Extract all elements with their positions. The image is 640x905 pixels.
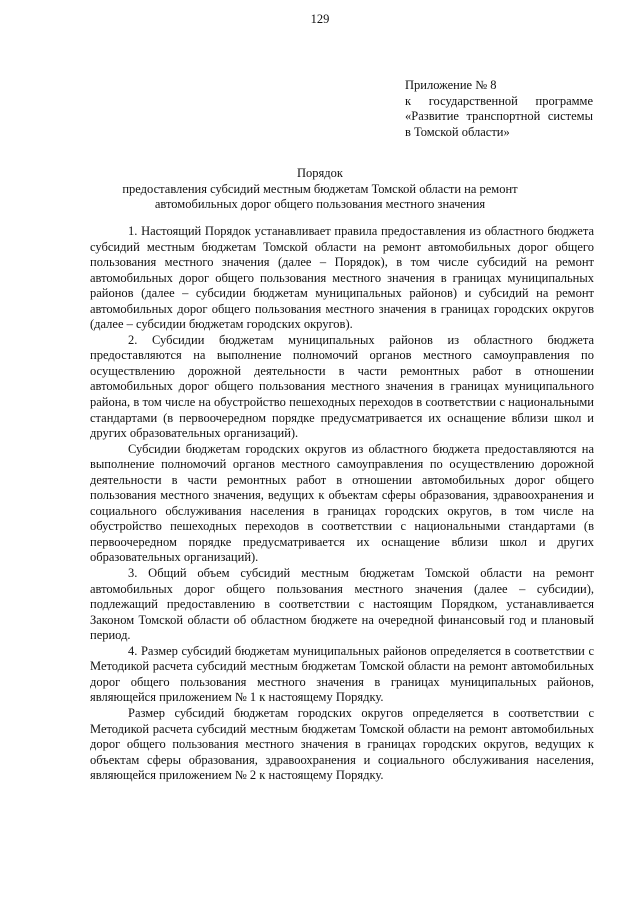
paragraph-4: 4. Размер субсидий бюджетам муниципальных районов определяется в соответствии с Методикой расчета субсидий местным бюджетам Томской области на ремонт автомобильных дорог общего пользования местного значения в границах муниципальных районов, являющейся приложением № 1 к настоящему Порядку.: [90, 643, 594, 705]
document-body: [90, 224, 594, 784]
appendix-header: [405, 78, 593, 140]
appendix-program-name: «Развитие транспортной системы: [405, 109, 593, 123]
paragraph-2-cont: Субсидии бюджетам городских округов из областного бюджета предоставляются на выполнение полномочий органов местного самоуправления по осуществлению дорожной деятельности в части ремонтных работ в отношении автомобильных дорог общего пользования местного значения, ведущих к объектам сферы образования, здравоохранения и социального обслуживания населения в границах городских округов, в том числе на обустройство пешеходных переходов в соответствии с национальными стандартами (в первоочередном порядке предусматривается их оснащение вблизи школ и других образовательных организаций).: [90, 441, 594, 565]
paragraph-3: 3. Общий объем субсидий местным бюджетам Томской области на ремонт автомобильных дорог общего пользования местного значения (далее – субсидии), подлежащий предоставлению в соответствии с настоящим Порядком, устанавливается Законом Томской области об областном бюджете на очередной финансовый год и плановый период.: [90, 566, 594, 643]
document-title: [0, 166, 640, 213]
page-number: 129: [310, 12, 330, 26]
paragraph-2: 2. Субсидии бюджетам муниципальных районов из областного бюджета предоставляются на выполнение полномочий органов местного самоуправления по осуществлению дорожной деятельности в части ремонтных работ в отношении автомобильных дорог общего пользования местного значения в границах муниципального района, в том числе на обустройство пешеходных переходов в соответствии с национальными стандартами (в первоочередном порядке предусматривается их оснащение вблизи школ и других образовательных организаций).: [90, 332, 594, 441]
title-line-1: предоставления субсидий местным бюджетам Томской области на ремонт: [122, 181, 518, 196]
appendix-program-region: в Томской области»: [405, 124, 510, 139]
title-heading: Порядок: [297, 166, 343, 180]
paragraph-1: 1. Настоящий Порядок устанавливает правила предоставления из областного бюджета субсидий местным бюджетам Томской области на ремонт автомобильных дорог общего пользования местного значения (далее – Порядок), в том числе субсидий на ремонт автомобильных дорог общего пользования местного значения в границах муниципальных районов (далее – субсидии бюджетам муниципальных районов) и субсидий на ремонт автомобильных дорог общего пользования местного значения в границах городских округов (далее – субсидии бюджетам городских округов).: [90, 224, 594, 332]
appendix-number: Приложение № 8: [405, 78, 497, 92]
paragraph-4-cont: Размер субсидий бюджетам городских округов определяется в соответствии с Методикой расчета субсидий местным бюджетам Томской области на ремонт автомобильных дорог общего пользования местного значения в границах городских округов, ведущих к объектам сферы образования, здравоохранения и социального обслуживания населения, являющейся приложением № 2 к настоящему Порядку.: [90, 705, 594, 783]
appendix-program-line: к государственной программе: [405, 93, 593, 108]
title-line-2: автомобильных дорог общего пользования местного значения: [154, 197, 486, 211]
